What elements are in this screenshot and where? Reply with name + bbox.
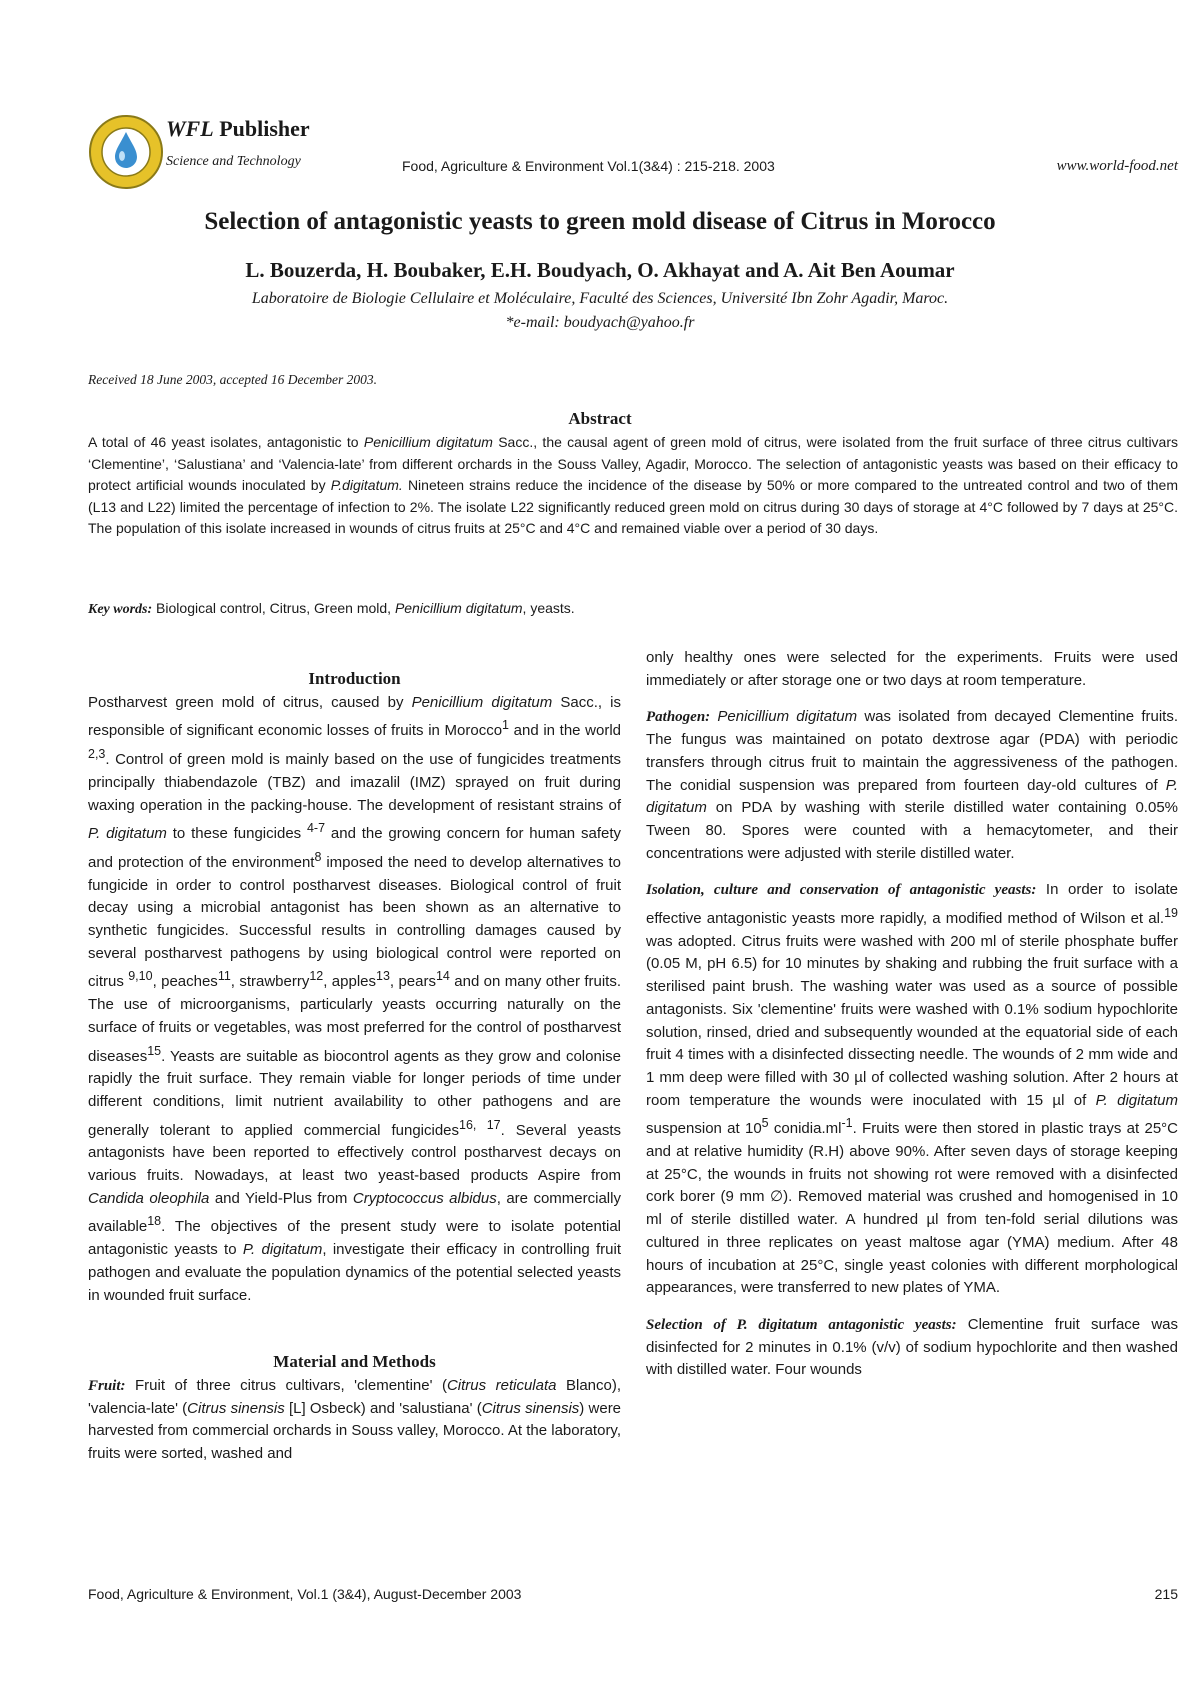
journal-header [88, 110, 1178, 190]
journal-citation: Food, Agriculture & Environment Vol.1(3&4) : 215-218. 2003 [402, 158, 775, 174]
fruit-continuation-paragraph: only healthy ones were selected for the experiments. Fruits were used immediately or after storage one or two days at room temperature. [646, 649, 1178, 689]
abstract-heading: Abstract [568, 409, 632, 428]
right-column [646, 647, 1178, 1382]
isolation-paragraph: Isolation, culture and conservation of antagonistic yeasts: In order to isolate effective antagonistic yeasts more rapidly, a modified method of Wilson et al.$^{19}$ was adopted. Citrus fruits were washed with 200 ml of sterile phosphate buffer (0.05 M, pH 6.5) for 10 minutes by shaking and rubbing the fruit surface with a sterilised paint brush. The washing water was used as a source of possible antagonists. Six 'clementine' fruits were washed with 0.1% sodium hypochlorite solution, rinsed, dried and subsequently wounded at the equatorial side of each fruit 4 times with a disinfected dissecting needle. The wounds of 2 mm wide and 1 mm deep were filled with 30 µl of collected washing solution. After 2 hours at room temperature the wounds were inoculated with 15 µl of P. digitatum suspension at $10^5$ $conidia.ml^{-1}$. Fruits were then stored in plastic trays at 25°C and at relative humidity (R.H) above 90%. After seven days of storage keeping at 25°C, the wounds in fruits not showing rot were removed with a disinfected cork borer (9 mm ∅). Removed material was crushed and homogenised in 10 ml of sterile distilled water. A hundred µl from ten-fold serial dilutions was cultured in three replicates on yeast maltose agar (YMA) medium. After 48 hours of incubation at 25°C, single yeast colonies with different morphological appearances, were transferred to new plates of YMA. [646, 881, 1178, 1297]
methods-fruit-paragraph: Fruit: Fruit of three citrus cultivars, 'clementine' (Citrus reticulata Blanco), 'valencia-late' (Citrus sinensis [L] Osbeck) and 'salustiana' (Citrus sinensis) were harvested from commercial orchards in Souss valley, Morocco. At the laboratory, fruits were sorted, washed and [88, 1376, 622, 1463]
introduction-paragraph: Postharvest green mold of citrus, caused by Penicillium digitatum Sacc., is responsible of significant economic losses of fruits in Morocco$^1$ and in the world $^{2,3}$. Control of green mold is mainly based on the use of fungicides treatments principally thiabendazole (TBZ) and imazalil (IMZ) sprayed on fruit during waxing operation in the packing-house. The development of resistant strains of P. digitatum to these fungicides $^{4-7}$ and the growing concern for human safety and protection of the environment$^8$ imposed the need to develop alternatives to fungicide in order to control postharvest diseases. Biological control of fruit decay using a microbial antagonist has been shown as an alternative to synthetic fungicides. Successful results in controlling damages caused by several postharvest pathogens by using biological control were reported on citrus $^{9,10}$, peaches$^{11}$, strawberry$^{12}$, apples$^{13}$, pears$^{14}$ and on many other fruits. The use of microorganisms, particularly yeasts occurring naturally on the surface of fruits or vegetables, was most preferred for the control of postharvest diseases$^{15}$. Yeasts are suitable as biocontrol agents as they grow and colonise rapidly the fruit surface. They remain viable for longer periods of time under different conditions, limit nutrient availability to other pathogens and are generally tolerant to applied commercial fungicides$^{16, 17}$. Several yeasts antagonists have been reported to effectively control postharvest decays on various fruits. Nowadays, at least two yeast-based products Aspire from Candida oleophila and Yield-Plus from Cryptococcus albidus, are commercially available$^{18}$. The objectives of the present study were to isolate potential antagonistic yeasts to P. digitatum, investigate their efficacy in controlling fruit pathogen and evaluate the population dynamics of the potential selected yeasts in wounded fruit surface. [88, 693, 621, 1304]
author-list: L. Bouzerda, H. Boubaker, E.H. Boudyach, O. Akhayat and A. Ait Ben Aoumar [245, 258, 955, 282]
footer-journal: Food, Agriculture & Environment, Vol.1 (3&4), August-December 2003 [88, 1586, 522, 1602]
page-number: 215 [1154, 1586, 1178, 1602]
keywords: Key words: Biological control, Citrus, Green mold, Penicillium digitatum, yeasts. [88, 600, 575, 617]
publisher-subtitle: Science and Technology [166, 154, 301, 169]
publisher-name: WFL Publisher [166, 116, 310, 141]
affiliation: Laboratoire de Biologie Cellulaire et Moléculaire, Faculté des Sciences, Université Ibn Zohr Agadir, Maroc. [251, 290, 949, 307]
received-dates: Received 18 June 2003, accepted 16 December 2003. [88, 372, 378, 387]
left-column [88, 668, 621, 1466]
contact-email: *e-mail: boudyach@yahoo.fr [505, 314, 695, 331]
pathogen-paragraph: Pathogen: Penicillium digitatum was isolated from decayed Clementine fruits. The fungus was maintained on potato dextrose agar (PDA) with periodic transfers through citrus fruit to maintain the aggressiveness of the pathogen. The conidial suspension was prepared from fourteen day-old cultures of P. digitatum on PDA by washing with sterile distilled water containing 0.05% Tween 80. Spores were counted with a hemacytometer, and their concentrations were adjusted with sterile distilled water. [646, 708, 1178, 862]
methods-heading: Material and Methods [273, 1352, 436, 1372]
introduction-heading: Introduction [308, 669, 401, 688]
journal-website-link[interactable]: www.world-food.net [1056, 158, 1178, 174]
selection-paragraph: Selection of P. digitatum antagonistic yeasts: Clementine fruit surface was disinfected for 2 minutes in 0.1% (v/v) of sodium hypochlorite and then washed with distilled water. Four wounds [646, 1315, 1178, 1379]
paper-title: Selection of antagonistic yeasts to green mold disease of Citrus in Morocco [204, 208, 996, 235]
publisher-logo [88, 114, 164, 190]
abstract-text: A total of 46 yeast isolates, antagonistic to Penicillium digitatum Sacc., the causal agent of green mold of citrus, were isolated from the fruit surface of three citrus cultivars ‘Clementine’, ‘Salustiana’ and ‘Valencia-late’ from different orchards in the Souss Valley, Agadir, Morocco. The selection of antagonistic yeasts was based on their efficacy to protect artificial wounds inoculated by P.digitatum. Nineteen strains reduce the incidence of the disease by 50% or more compared to the untreated control and two of them (L13 and L22) limited the percentage of infection to 2%. The isolate L22 significantly reduced green mold on citrus during 30 days of storage at 4°C followed by 7 days at 25°C. The population of this isolate increased in wounds of citrus fruits at 25°C and 4°C and remained viable over a period of 30 days. [88, 434, 1179, 536]
